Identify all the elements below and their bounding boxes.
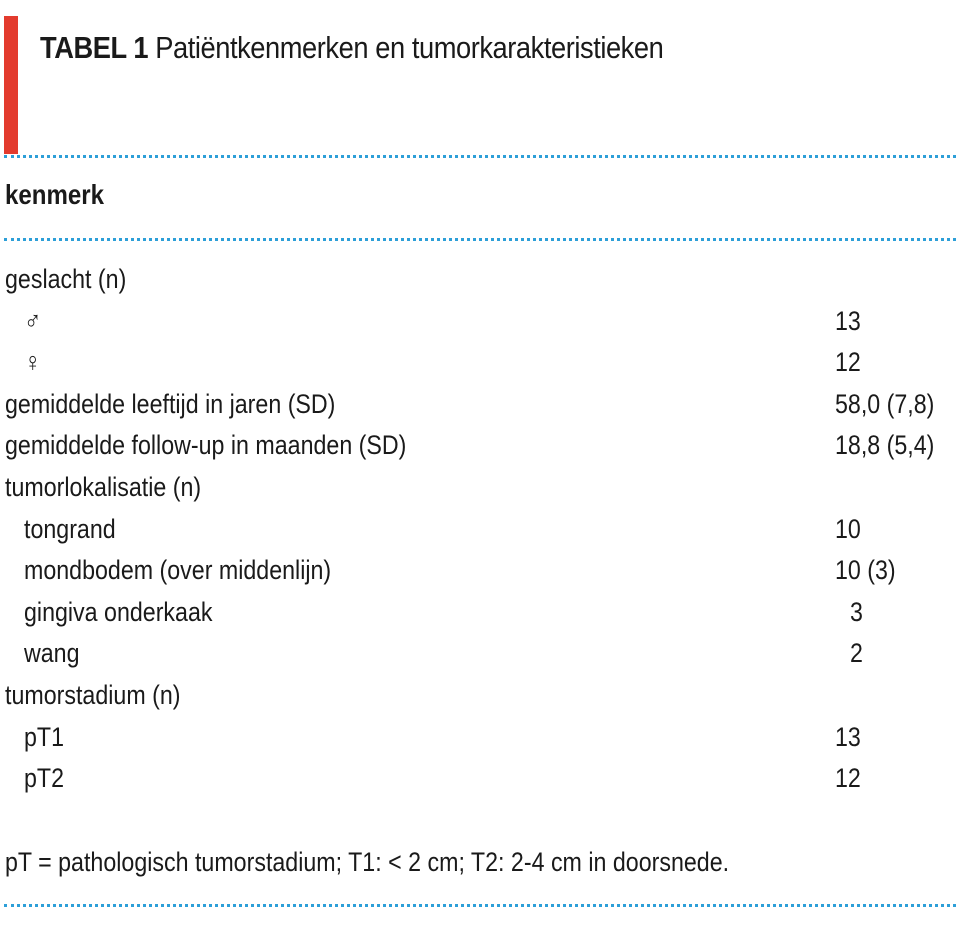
table-row [0, 345, 960, 387]
row-label: pT1 [24, 721, 65, 752]
row-value: 3 [850, 596, 863, 627]
table-row [0, 720, 960, 762]
table-body [0, 262, 960, 803]
row-label: gingiva onderkaak [24, 596, 213, 627]
table-row [0, 470, 960, 512]
table-row [0, 595, 960, 637]
row-value: 10 (3) [835, 555, 896, 586]
row-label: pT2 [24, 763, 65, 794]
table-footnote: pT = pathologisch tumorstadium; T1: < 2 cm; T2: 2-4 cm in doorsnede. [5, 847, 730, 877]
row-value: 13 [835, 721, 861, 752]
table-title [40, 30, 663, 66]
row-value: 12 [835, 347, 861, 378]
row-value: 10 [835, 513, 861, 544]
column-header: kenmerk [5, 179, 105, 210]
table-row [0, 262, 960, 304]
row-label: mondbodem (over middenlijn) [24, 555, 332, 586]
row-label: geslacht (n) [5, 264, 127, 294]
row-value: 13 [835, 305, 861, 336]
table-row [0, 636, 960, 678]
accent-bar [4, 16, 18, 154]
table-row [0, 761, 960, 803]
row-label: tumorstadium (n) [5, 679, 181, 710]
row-value: 18,8 (5,4) [835, 430, 935, 461]
row-label: gemiddelde follow-up in maanden (SD) [5, 430, 407, 461]
table-title-text: Patiëntkenmerken en tumorkarakteristieken [155, 30, 664, 65]
table-row [0, 553, 960, 595]
row-value: 58,0 (7,8) [835, 388, 935, 419]
divider-header [4, 238, 956, 241]
row-value: 2 [850, 638, 863, 669]
row-label: tumorlokalisatie (n) [5, 471, 202, 502]
row-value: 12 [835, 763, 861, 794]
row-label: gemiddelde leeftijd in jaren (SD) [5, 388, 336, 419]
table-row [0, 512, 960, 554]
table-row [0, 428, 960, 470]
table-label: TABEL 1 [40, 30, 149, 65]
divider-bottom [4, 904, 956, 907]
row-label: wang [24, 638, 80, 669]
male-symbol-icon: ♂ [24, 305, 42, 336]
divider-top [4, 155, 956, 158]
table-row [0, 304, 960, 346]
female-symbol-icon: ♀ [24, 347, 42, 378]
row-label: tongrand [24, 513, 116, 544]
table-row [0, 387, 960, 429]
table-row [0, 678, 960, 720]
